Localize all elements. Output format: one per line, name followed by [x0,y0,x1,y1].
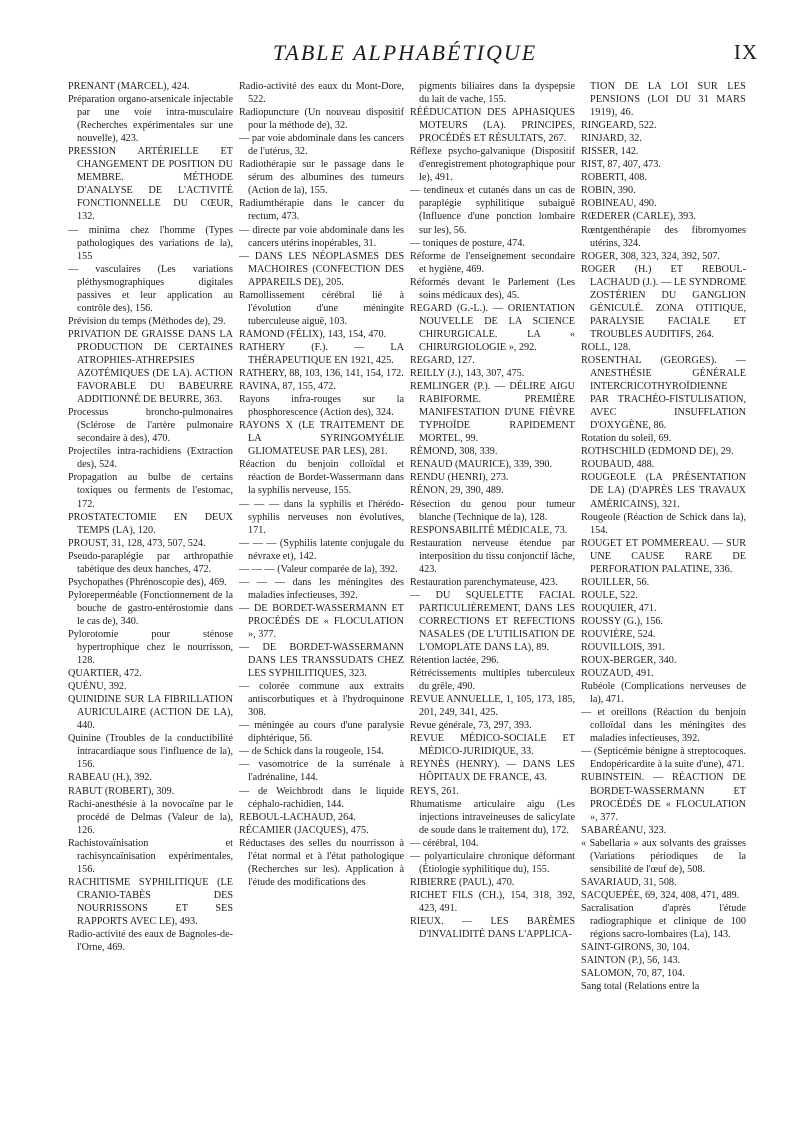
index-entry: PROUST, 31, 128, 473, 507, 524. [68,537,206,549]
index-entry: Pyloreperméable (Fonctionnement de la bouche de gastro-entérostomie dans le cas de), 340. [68,589,233,627]
index-entry: REGARD (G.-L.). — ORIENTATION NOUVELLE DE LA SCIENCE CHIRURGICALE. LA « CHIRURGIOLOGIE », 292. [410,302,575,353]
index-entry: REMLINGER (P.). — DÉLIRE AIGU RABIFORME. PREMIÈRE MANIFESTATION D'UNE FIÈVRE TYPHOÏDE RAPIDEMENT MORTEL, 99. [410,381,575,445]
index-entry: Ramollissement cérébral lié à l'évolution d'une méningite tuberculeuse aiguë, 103. [239,289,404,327]
index-entry: Revue générale, 73, 297, 393. [410,720,532,732]
index-entry: Pylorotomie pour sténose hypertrophique chez le nourrisson, 128. [68,628,233,667]
index-entry: Quinine (Troubles de la conductibilité intracardiaque sous l'influence de la), 156. [68,733,233,771]
index-entry: PRIVATION DE GRAISSE DANS LA PRODUCTION DE CERTAINES ATROPHIES-ATHREPSIES AZOTÉMIQUES (DE LA). ACTION FAVORABLE DU BABEURRE ADDITIONNÉ DE BEURRE, 363. [68,328,233,406]
index-entry: REBOUL-LACHAUD, 264. [239,811,356,823]
index-entry: QUÉNU, 392. [68,681,127,693]
index-entry: Préparation organo-arsenicale injectable par une voie intra-musculaire (Recherches expérimentales sur une nouvelle), 423. [68,94,233,145]
index-entry: Rétrécissements multiples tuberculeux du grêle, 490. [410,668,575,693]
index-entry: RATHERY (F.). — LA THÉRAPEUTIQUE EN 1921, 425. [239,341,404,366]
index-entry: QUINIDINE SUR LA FIBRILLATION AURICULAIRE (ACTION DE LA), 440. [68,694,233,732]
index-entry: Propagation au bulbe de certains toxiques ou ferments de l'estomac, 172. [68,472,233,510]
index-entry: RAYONS X (LE TRAITEMENT DE LA SYRINGOMYÉLIE GLIOMATEUSE PAR LES), 281. [239,420,404,458]
index-entry: RENAUD (MAURICE), 339, 390. [410,459,553,471]
index-entry: ROGER, 308, 323, 324, 392, 507. [581,250,720,262]
index-entry: Rachistovaïnisation et rachisyncaïnisation expérimentales, 156. [68,837,233,875]
index-entry: Rachi-anesthésie à la novocaïne par le procédé de Delmas (Valeur de la), 126. [68,798,233,836]
index-entry: ROUGET ET POMMEREAU. — SUR UNE CAUSE RARE DE PERFORATION PALATINE, 336. [581,537,746,575]
index-entry: Radio-activité des eaux de Bagnoles-de-l'Orne, 469. [68,929,233,954]
index-entry: RINGEARD, 522. [581,120,657,132]
index-entry: RIST, 87, 407, 473. [581,159,661,171]
index-entry: Radio-activité des eaux du Mont-Dore, 522. [239,81,404,106]
index-entry: RICHET FILS (CH.), 154, 318, 392, 423, 491. [410,889,575,914]
index-entry: ROBERTI, 408. [581,172,647,184]
index-entry: Rétention lactée, 296. [410,655,499,667]
index-entry: Rubéole (Complications nerveuses de la), 471. [581,681,746,706]
index-entry: Radiothérapie sur le passage dans le sérum des albumines des tumeurs (Action de la), 155. [239,159,404,197]
index-entry: RAVINA, 87, 155, 472. [239,381,336,393]
index-entry: SAINTON (P.), 56, 143. [581,955,681,967]
index-entry: Radiumthérapie dans le cancer du rectum, 473. [239,198,404,223]
index-entry: RÉMOND, 308, 339. [410,446,498,458]
index-entry: Pseudo-paraplégie par arthropathie tabétique des deux hanches, 472. [68,550,233,575]
index-entry: — DANS LES NÉOPLASMES DES MACHOIRES (CONFECTION DES APPAREILS DE), 205. [239,250,404,288]
index-entry: — (Septicémie bénigne à streptocoques. Endopéricardite à la suite d'une), 471. [581,746,746,771]
index-entry: ROULE, 522. [581,589,638,601]
index-entry: Psychopathes (Phrénoscopie des), 469. [68,576,227,588]
index-entry: — — — (Valeur comparée de la), 392. [239,563,398,575]
index-columns [68,80,748,1135]
index-entry: — et oreillons (Réaction du benjoin colloïdal dans les méningites des maladies infectieuses, 392. [581,707,746,745]
index-entry: ROUBAUD, 488. [581,459,655,471]
index-entry: — DU SQUELETTE FACIAL PARTICULIÈREMENT, DANS LES CORRECTIONS ET REFECTIONS NASALES (DE L'UTILISATION DE L'OMOPLATE DANS LA), 89. [410,589,575,654]
index-entry: Résection du genou pour tumeur blanche (Technique de la), 128. [410,498,575,523]
index-entry: — directe par voie abdominale dans les cancers utérins inopérables, 31. [239,224,404,249]
index-entry: SALOMON, 70, 87, 104. [581,968,685,980]
index-entry: ROUX-BERGER, 340. [581,655,677,667]
index-entry: — DE BORDET-WASSERMANN ET PROCÉDÉS DE « FLOCULATION », 377. [239,602,404,640]
index-entry: ROUZAUD, 491. [581,668,654,680]
index-entry: RABEAU (H.), 392. [68,772,153,784]
index-entry: RAMOND (FÉLIX), 143, 154, 470. [239,328,387,340]
index-entry: ROGER (H.) ET REBOUL-LACHAUD (J.). — LE SYNDROME ZOSTÉRIEN DU GANGLION GÉNICULÉ. ZONA OTITIQUE, PARALYSIE FACIALE ET TROUBLES AUDITIFS, 264. [581,263,746,340]
index-entry: ROSENTHAL (GEORGES). — ANESTHÉSIE GÉNÉRALE INTERCRICOTHYROÏDIENNE PAR TRACHÉO-FISTULISATION, AVEC INSUFFLATION D'OXYGÈNE, 86. [581,354,746,432]
index-entry: TION DE LA LOI SUR LES PENSIONS (LOI DU 31 MARS 1919), 46. [590,81,746,119]
index-entry: — — — dans la syphilis et l'hérédo-syphilis nerveuses non évolutives, 171. [239,498,404,536]
index-entry: — toniques de posture, 474. [410,237,525,249]
index-column-4 [581,80,746,1135]
index-entry: ROUVILLOIS, 391. [581,642,666,654]
index-entry: RÉCAMIER (JACQUES), 475. [239,824,369,836]
index-entry: Rotation du soleil, 69. [581,433,672,445]
index-entry: PROSTATECTOMIE EN DEUX TEMPS (LA), 120. [68,511,233,536]
index-entry: — tendineux et cutanés dans un cas de paraplégie syphilitique subaiguë (Influence d'une ponction lombaire sur les), 56. [410,185,575,236]
index-entry: RATHERY, 88, 103, 136, 141, 154, 172. [239,368,404,380]
index-entry: Prévision du temps (Méthodes de), 29. [68,315,226,327]
index-entry: Réformés devant le Parlement (Les soins médicaux des), 45. [410,276,575,301]
index-entry: RIBIERRE (PAUL), 470. [410,876,515,888]
page-header [70,40,758,80]
index-entry: Sang total (Relations entre la [581,981,700,993]
index-entry: — méningée au cours d'une paralysie diphtérique, 56. [239,720,404,745]
index-entry: ROTHSCHILD (EDMOND DE), 29. [581,446,734,458]
index-entry: REVUE ANNUELLE, 1, 105, 173, 185, 201, 249, 341, 425. [410,694,575,719]
index-entry: — DE BORDET-WASSERMANN DANS LES TRANSSUDATS CHEZ LES SYPHILITIQUES, 323. [239,642,404,680]
index-entry: SAVARIAUD, 31, 508. [581,876,677,888]
index-entry: SABARÉANU, 323. [581,824,667,836]
index-entry: ROUQUIER, 471. [581,602,657,614]
index-entry: QUARTIER, 472. [68,668,142,680]
index-entry: Réaction du benjoin colloïdal et réaction de Bordet-Wassermann dans la syphilis nerveuse, 155. [239,459,404,497]
index-entry: — — — (Syphilis latente conjugale du névraxe et), 142. [239,537,404,562]
index-entry: — vasculaires (Les variations pléthysmographiques digitales passives et leur application au contrôle des), 156. [68,263,233,314]
index-entry: Réductases des selles du nourrisson à l'état normal et à l'état pathologique (Recherches sur les). Application à l'étude des modifications des [239,837,404,888]
index-entry: RUBINSTEIN. — RÉACTION DE BORDET-WASSERMANN ET PROCÉDÉS DE « FLOCULATION », 377. [581,772,746,823]
index-entry: RŒDERER (CARLE), 393. [581,211,696,223]
index-entry: — polyarticulaire chronique déformant (Étiologie syphilitique du), 155. [410,850,575,875]
index-entry: Sacralisation d'après l'étude radiographique et clinique de 100 régions sacro-lombaires (La), 143. [581,902,746,941]
index-entry: Projectiles intra-rachidiens (Extraction des), 524. [68,446,233,471]
page-title: TABLE ALPHABÉTIQUE [272,40,538,65]
index-entry: RACHITISME SYPHILITIQUE (LE CRANIO-TABÈS DES NOURRISSONS ET SES RAPPORTS AVEC LE), 493. [68,876,233,927]
index-entry: REILLY (J.), 143, 307, 475. [410,368,525,380]
index-entry: pigments biliaires dans la dyspepsie du lait de vache, 155. [419,81,575,106]
index-entry: ROBINEAU, 490. [581,198,657,210]
index-column-1 [68,80,233,1135]
index-entry: Réforme de l'enseignement secondaire et hygiène, 469. [410,250,575,275]
index-column-2 [239,80,404,1135]
index-entry: RINJARD, 32. [581,133,642,145]
index-entry: — cérébral, 104. [410,837,479,849]
index-entry: SAINT-GIRONS, 30, 104. [581,942,690,954]
index-entry: RENDU (HENRI), 273. [410,472,509,484]
index-entry: REGARD, 127. [410,354,475,366]
index-entry: Radiopuncture (Un nouveau dispositif pour la méthode de), 32. [239,107,404,132]
index-entry: RESPONSABILITÉ MÉDICALE, 73. [410,524,568,536]
index-entry: Rayons infra-rouges sur la phosphorescence (Action des), 324. [239,394,404,419]
index-entry: — de Schick dans la rougeole, 154. [239,746,384,758]
index-entry: Réflexe psycho-galvanique (Dispositif d'enregistrement photographique pour le), 491. [410,146,575,184]
index-entry: Processus broncho-pulmonaires (Sclérose de l'artère pulmonaire secondaire à des), 470. [68,407,233,445]
index-entry: ROUGEOLE (LA PRÉSENTATION DE LA) (D'APRÈS LES TRAVAUX AMÉRICAINS), 321. [581,472,746,510]
index-entry: REYNÈS (HENRY). — DANS LES HÔPITAUX DE FRANCE, 43. [410,759,575,784]
index-entry: REYS, 261. [410,785,459,797]
index-entry: PRENANT (MARCEL), 424. [68,81,190,92]
index-entry: — de Weichbrodt dans le liquide céphalo-rachidien, 144. [239,785,404,810]
index-column-3 [410,80,575,1135]
index-entry: Restauration parenchymateuse, 423. [410,576,558,588]
index-entry: RABUT (ROBERT), 309. [68,785,175,797]
index-entry: RÉÉDUCATION DES APHASIQUES MOTEURS (LA). PRINCIPES, PROCÉDÉS ET RÉSULTATS, 267. [410,107,575,145]
index-entry: — colorée commune aux extraits antiscorbutiques et à l'hydroquinone 308. [239,681,404,719]
index-entry: « Sabellaria » aux solvants des graisses (Variations périodiques de la sensibilité de l'œuf de), 508. [581,837,746,875]
index-entry: — par voie abdominale dans les cancers de l'utérus, 32. [239,133,404,158]
index-entry: ROBIN, 390. [581,185,636,197]
index-entry: SACQUEPÉE, 69, 324, 408, 471, 489. [581,889,740,901]
index-entry: — — — dans les méningites des maladies infectieuses, 392. [239,576,404,601]
index-entry: Rœntgenthérapie des fibromyomes utérins, 324. [581,224,746,249]
index-entry: ROUVIÈRE, 524. [581,628,656,640]
index-entry: ROUSSY (G.), 156. [581,615,663,627]
index-entry: PRESSION ARTÉRIELLE ET CHANGEMENT DE POSITION DU MEMBRE. MÉTHODE D'ANALYSE DE L'ACTIVITÉ FONCTIONNELLE DU CŒUR, 132. [68,146,233,223]
index-entry: Restauration nerveuse étendue par interposition du tissu conjonctif lâche, 423. [410,537,575,575]
page-number: IX [733,40,758,64]
index-entry: Rhumatisme articulaire aigu (Les injections intraveineuses de salicylate de soude dans le traitement du), 172. [410,798,575,836]
index-entry: RIEUX. — LES BARÈMES D'INVALIDITÉ DANS L'APPLICA- [410,916,575,941]
index-entry: — vasomotrice de la surrénale à l'adrénaline, 144. [239,759,404,784]
index-entry: — minima chez l'homme (Types pathologiques des variations de la), 155 [68,224,233,262]
index-entry: ROLL, 128. [581,341,631,353]
index-entry: REVUE MÉDICO-SOCIALE ET MÉDICO-JURIDIQUE, 33. [410,733,575,758]
index-entry: RÉNON, 29, 390, 489. [410,485,504,497]
index-entry: RISSER, 142. [581,146,639,158]
index-entry: ROUILLER, 56. [581,576,650,588]
index-entry: Rougeole (Réaction de Schick dans la), 154. [581,511,746,536]
